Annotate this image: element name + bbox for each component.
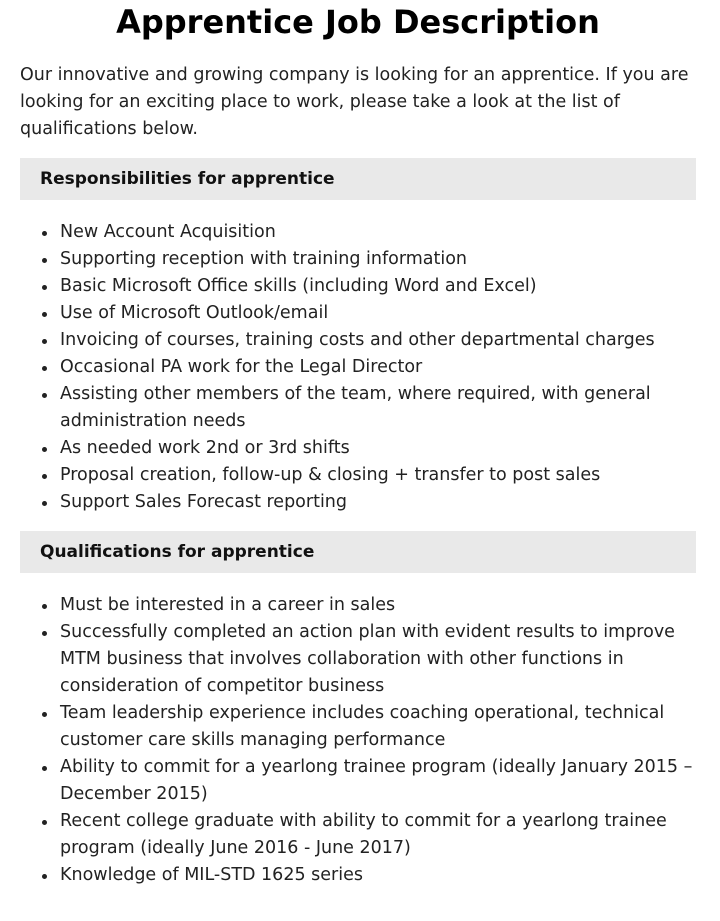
qualifications-heading: Qualifications for apprentice <box>20 531 696 573</box>
list-item: Team leadership experience includes coaching operational, technical customer care skills managing performance <box>60 700 696 754</box>
qualifications-list <box>20 592 696 889</box>
list-item: As needed work 2nd or 3rd shifts <box>60 435 696 462</box>
list-item: Must be interested in a career in sales <box>60 592 696 619</box>
list-item: Basic Microsoft Office skills (including Word and Excel) <box>60 273 696 300</box>
responsibilities-list <box>20 219 696 516</box>
list-item: Invoicing of courses, training costs and other departmental charges <box>60 327 696 354</box>
list-item: Ability to commit for a yearlong trainee program (ideally January 2015 – December 2015) <box>60 754 696 808</box>
list-item: Supporting reception with training information <box>60 246 696 273</box>
list-item: New Account Acquisition <box>60 219 696 246</box>
list-item: Support Sales Forecast reporting <box>60 489 696 516</box>
page-title: Apprentice Job Description <box>116 3 600 41</box>
list-item: Recent college graduate with ability to commit for a yearlong trainee program (ideally June 2016 - June 2017) <box>60 808 696 862</box>
list-item: Occasional PA work for the Legal Director <box>60 354 696 381</box>
list-item: Use of Microsoft Outlook/email <box>60 300 696 327</box>
list-item: Proposal creation, follow-up & closing + transfer to post sales <box>60 462 696 489</box>
intro-paragraph: Our innovative and growing company is looking for an apprentice. If you are looking for an exciting place to work, please take a look at the list of qualifications below. <box>20 65 689 139</box>
responsibilities-heading: Responsibilities for apprentice <box>20 158 696 200</box>
list-item: Successfully completed an action plan with evident results to improve MTM business that involves collaboration with other functions in consideration of competitor business <box>60 619 696 700</box>
list-item: Knowledge of MIL-STD 1625 series <box>60 862 696 889</box>
list-item: Assisting other members of the team, where required, with general administration needs <box>60 381 696 435</box>
